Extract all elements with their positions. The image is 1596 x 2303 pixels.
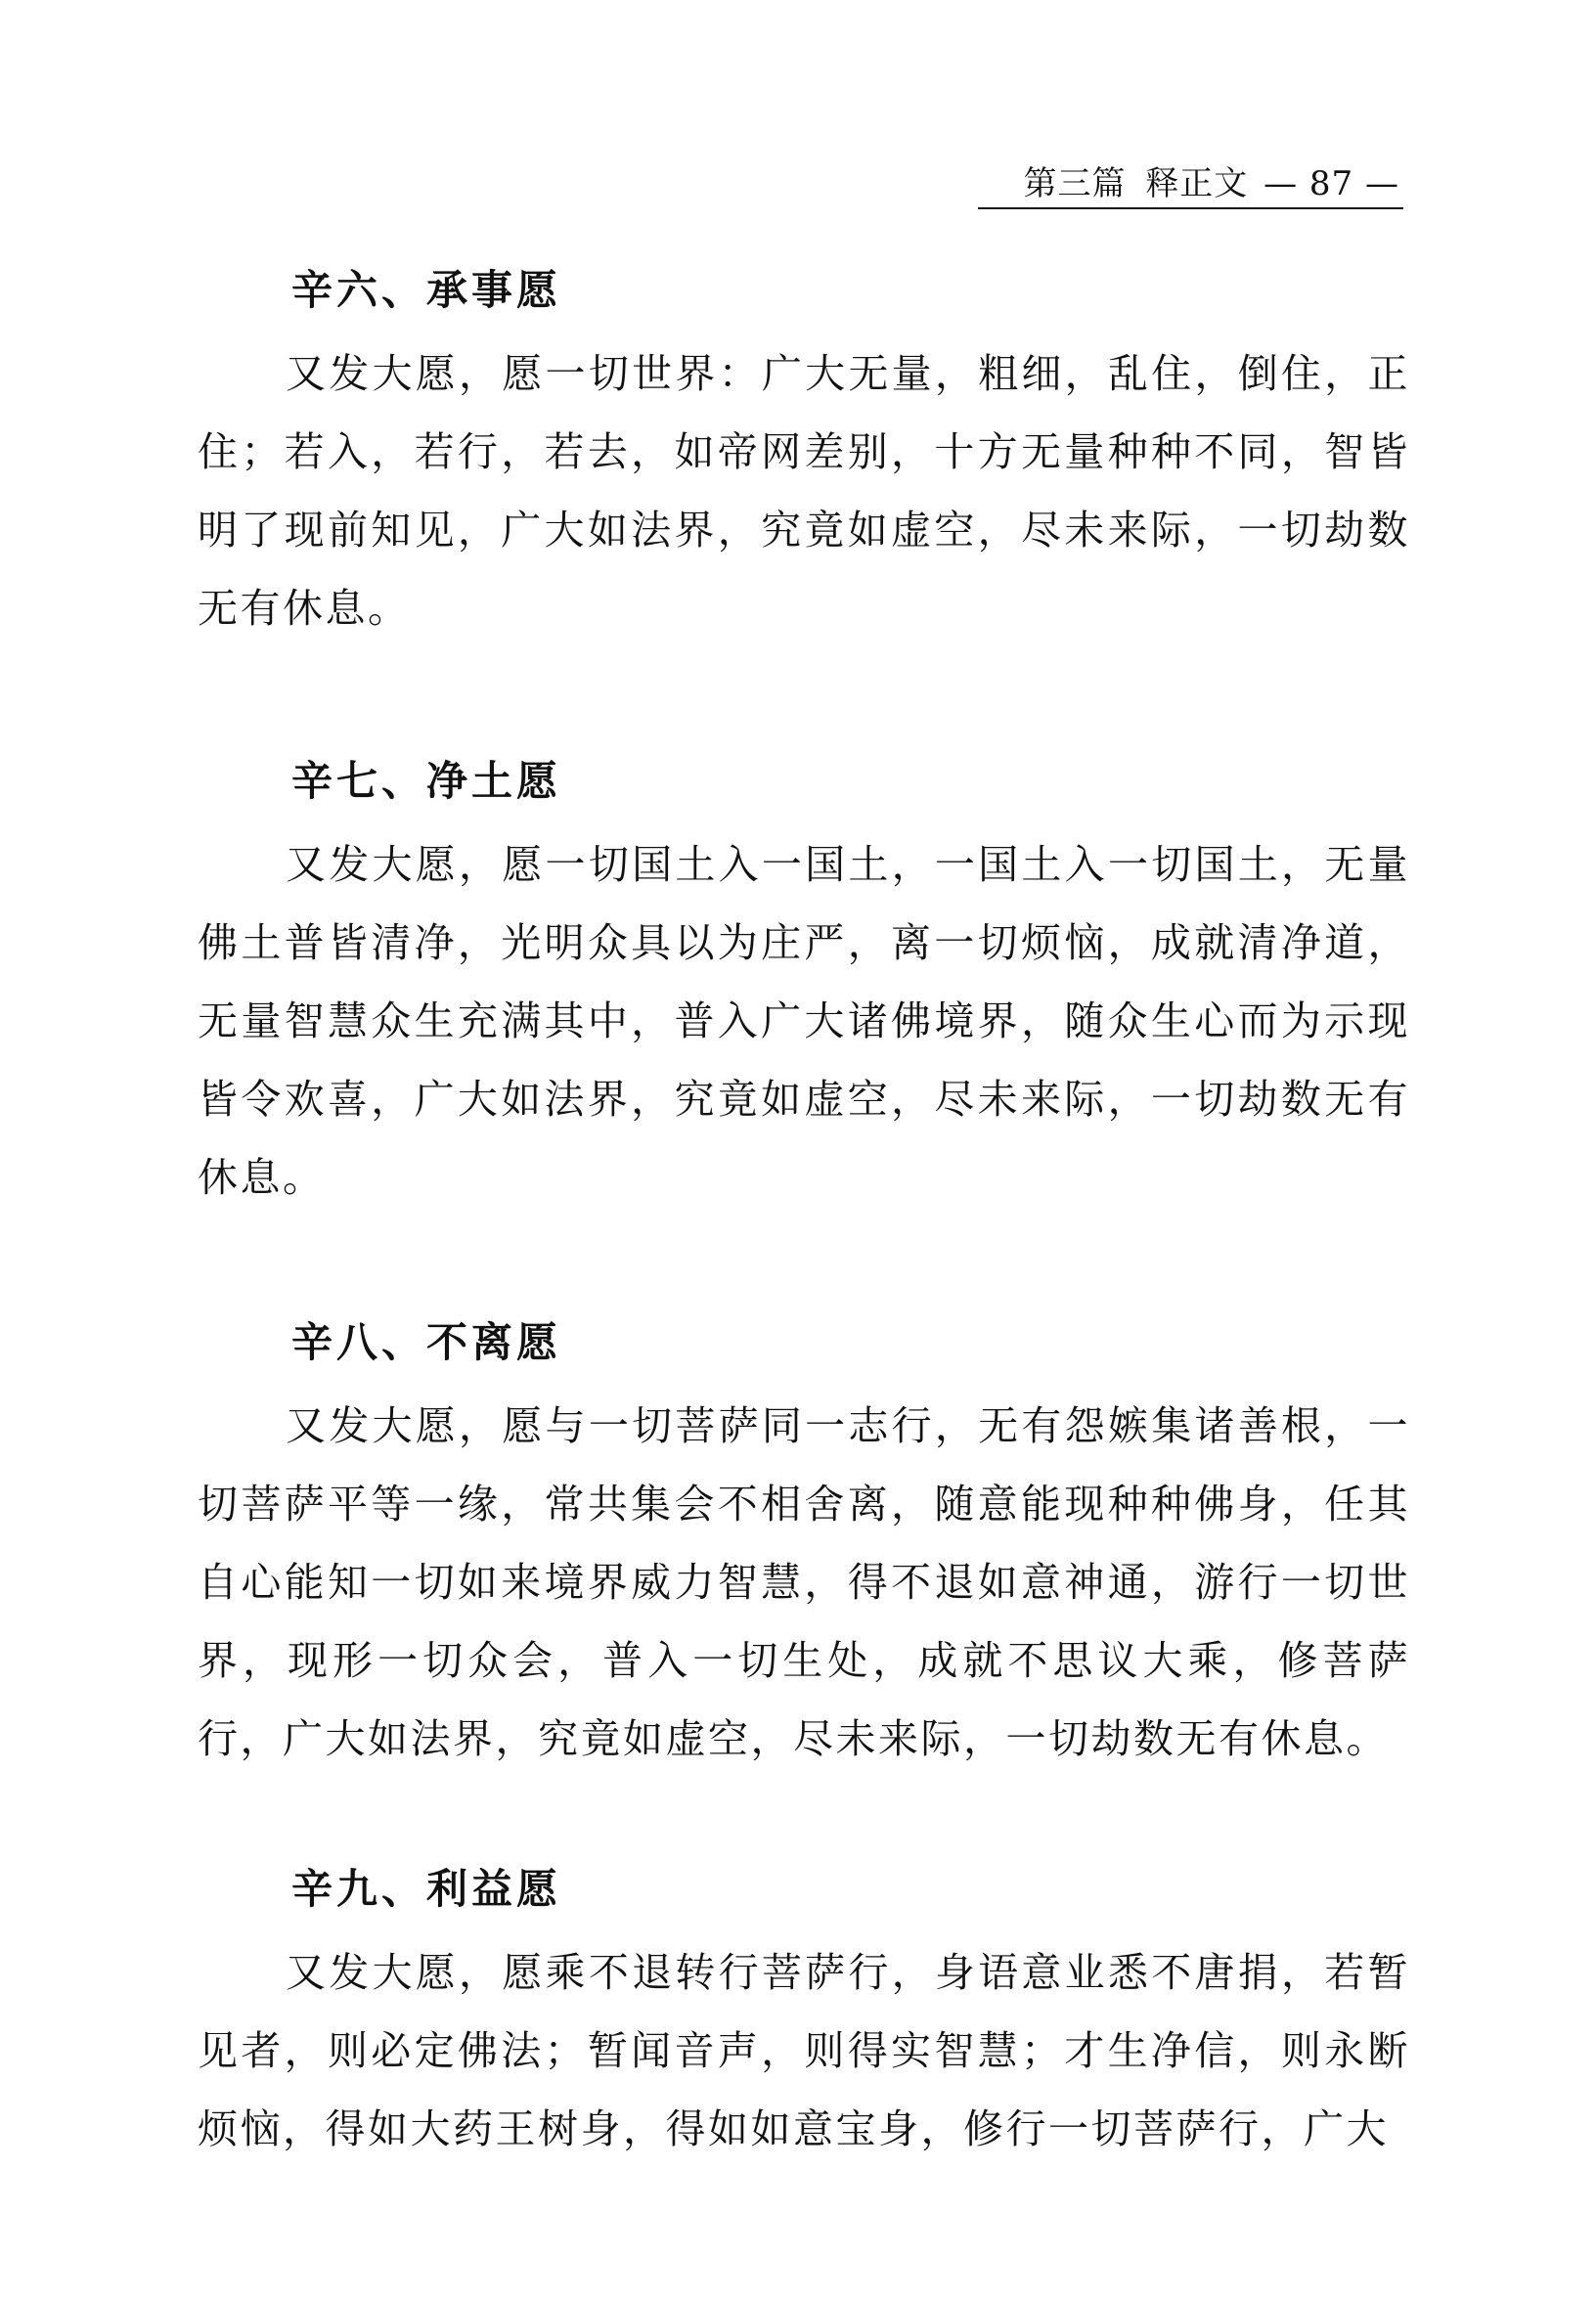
section-paragraph: 又发大愿，愿乘不退转行菩萨行，身语意业悉不唐捐，若暂见者，则必定佛法；暂闻音声，则得实智慧；才生净信，则永断烦恼，得如大药王树身，得如如意宝身，修行一切菩萨行，广大	[198, 1949, 1410, 2152]
section-vow-eight	[198, 1308, 1410, 1778]
chapter-label: 第三篇	[1023, 164, 1127, 203]
section-label: 释正文	[1145, 164, 1249, 203]
section-paragraph: 又发大愿，愿一切国土入一国土，一国土入一切国土，无量佛土普皆清净，光明众具以为庄严，离一切烦恼，成就清净道，无量智慧众生充满其中，普入广大诸佛境界，随众生心而为示现皆令欢喜，广大如法界，究竟如虚空，尽未来际，一切劫数无有休息。	[198, 841, 1410, 1201]
section-heading: 辛七、净土愿	[291, 757, 562, 805]
section-paragraph: 又发大愿，愿与一切菩萨同一志行，无有怨嫉集诸善根，一切菩萨平等一缘，常共集会不相舍离，随意能现种种佛身，任其自心能知一切如来境界威力智慧，得不退如意神通，游行一切世界，现形一切众会，普入一切生处，成就不思议大乘，修菩萨行，广大如法界，究竟如虚空，尽未来际，一切劫数无有休息。	[198, 1402, 1410, 1762]
section-heading: 辛九、利益愿	[291, 1865, 562, 1913]
section-vow-seven	[198, 747, 1410, 1217]
section-heading: 辛六、承事愿	[291, 266, 562, 314]
section-heading: 辛八、不离愿	[291, 1318, 562, 1366]
running-header	[978, 160, 1403, 209]
page-number: — 87 —	[1264, 164, 1399, 203]
section-vow-six	[198, 256, 1410, 647]
section-paragraph: 又发大愿，愿一切世界：广大无量，粗细，乱住，倒住，正住；若入，若行，若去，如帝网差别，十方无量种种不同，智皆明了现前知见，广大如法界，究竟如虚空，尽未来际，一切劫数无有休息。	[198, 350, 1410, 632]
section-vow-nine	[198, 1855, 1410, 2168]
